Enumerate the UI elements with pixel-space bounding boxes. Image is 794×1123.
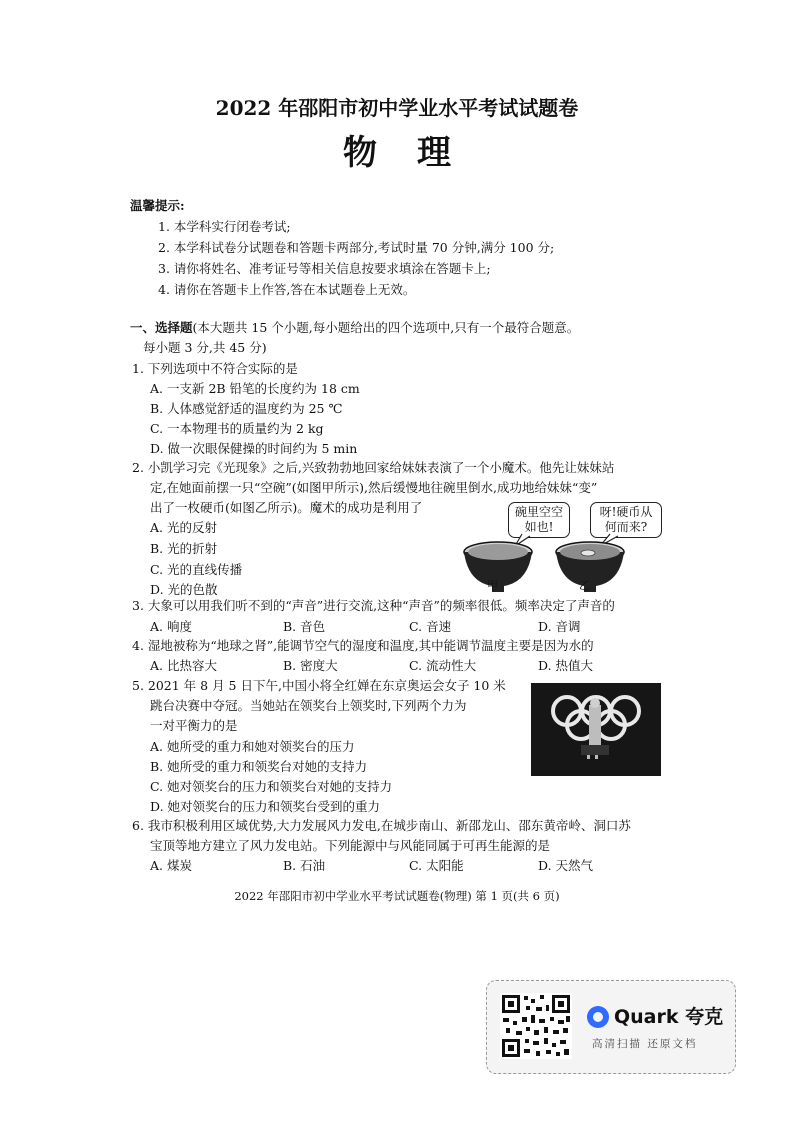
qr-code-icon — [500, 993, 572, 1059]
q5-stem-line3: 一对平衡力的是 — [150, 718, 238, 733]
figure-label-b: 乙 — [579, 579, 590, 592]
notice-heading: 温馨提示: — [130, 198, 185, 213]
q5-option-a: A. 她所受的重力和她对领奖台的压力 — [150, 739, 355, 754]
q1-stem: 1. 下列选项中不符合实际的是 — [132, 361, 298, 376]
olympic-rings-icon — [531, 683, 661, 776]
q6-option-a: A. 煤炭 — [150, 858, 192, 873]
q3-option-b: B. 音色 — [283, 619, 326, 634]
q6-option-d: D. 天然气 — [538, 858, 594, 873]
q4-stem: 4. 湿地被称为“地球之肾”,能调节空气的湿度和温度,其中能调节温度主要是因为水的 — [132, 638, 594, 653]
q3-option-d: D. 音调 — [538, 619, 581, 634]
q5-stem-line2: 跳台决赛中夺冠。当她站在领奖台上领奖时,下列两个力为 — [150, 698, 467, 713]
notice-item: 1. 本学科实行闭卷考试; — [158, 219, 291, 234]
q5-option-b: B. 她所受的重力和领奖台对她的支持力 — [150, 759, 368, 774]
q4-option-b: B. 密度大 — [283, 658, 338, 673]
notice-item: 2. 本学科试卷分试题卷和答题卡两部分,考试时量 70 分钟,满分 100 分; — [158, 240, 555, 255]
q6-option-c: C. 太阳能 — [409, 858, 464, 873]
q5-option-c: C. 她对领奖台的压力和领奖台对她的支持力 — [150, 779, 393, 794]
q3-stem: 3. 大象可以用我们听不到的“声音”进行交流,这种“声音”的频率很低。频率决定了声音的 — [132, 598, 615, 613]
q2-option-b: B. 光的折射 — [150, 541, 218, 556]
bubble-empty-bowl: 碗里空空 如也! — [508, 502, 570, 538]
figure-label-a: 甲 — [487, 579, 498, 592]
olympic-podium-photo — [531, 683, 661, 776]
q4-option-d: D. 热值大 — [538, 658, 594, 673]
q2-stem-line1: 2. 小凯学习完《光现象》之后,兴致勃勃地回家给妹妹表演了一个小魔术。他先让妹妹站 — [132, 460, 615, 475]
quark-logo-icon — [587, 1006, 609, 1028]
q2-option-d: D. 光的色散 — [150, 582, 218, 597]
q6-stem-line1: 6. 我市积极利用区域优势,大力发展风力发电,在城步南山、新邵龙山、邵东黄帝岭、洞口苏 — [132, 818, 631, 833]
notice-item: 4. 请你在答题卡上作答,答在本试题卷上无效。 — [158, 282, 416, 297]
section-heading — [130, 320, 579, 336]
q2-stem-line3: 出了一枚硬币(如图乙所示)。魔术的成功是利用了 — [150, 500, 423, 515]
q1-option-a: A. 一支新 2B 铅笔的长度约为 18 cm — [150, 381, 360, 396]
q6-stem-line2: 宝顶等地方建立了风力发电站。下列能源中与风能同属于可再生能源的是 — [150, 838, 551, 853]
section-heading-rest: (本大题共 15 个小题,每小题给出的四个选项中,只有一个最符合题意。 — [192, 320, 580, 335]
q2-option-a: A. 光的反射 — [150, 520, 217, 535]
q2-option-c: C. 光的直线传播 — [150, 562, 243, 577]
bowl-a-icon — [464, 542, 532, 592]
subject-title: 物理 — [343, 133, 491, 173]
quark-brand: Quark 夸克 — [614, 1006, 724, 1028]
q3-option-a: A. 响度 — [150, 619, 192, 634]
q4-option-a: A. 比热容大 — [150, 658, 217, 673]
exam-title: 2022 年邵阳市初中学业水平考试试题卷 — [215, 96, 579, 120]
q3-option-c: C. 音速 — [409, 619, 452, 634]
page-footer: 2022 年邵阳市初中学业水平考试试题卷(物理) 第 1 页(共 6 页) — [234, 889, 560, 903]
qr-code-graphic — [500, 993, 572, 1059]
bowl-b-icon — [556, 542, 624, 592]
q1-option-d: D. 做一次眼保健操的时间约为 5 min — [150, 441, 358, 456]
section-heading-line2: 每小题 3 分,共 45 分) — [143, 340, 267, 355]
q4-option-c: C. 流动性大 — [409, 658, 477, 673]
q6-option-b: B. 石油 — [283, 858, 326, 873]
bubble-coin: 呀!硬币从 何而来? — [590, 502, 662, 538]
quark-tagline: 高清扫描 还原文档 — [592, 1038, 698, 1050]
q5-stem-line1: 5. 2021 年 8 月 5 日下午,中国小将全红婵在东京奥运会女子 10 米 — [132, 678, 506, 693]
q1-option-c: C. 一本物理书的质量约为 2 kg — [150, 421, 324, 436]
section-heading-bold: 一、选择题 — [130, 320, 193, 335]
q5-option-d: D. 她对领奖台的压力和领奖台受到的重力 — [150, 799, 381, 814]
q2-stem-line2: 定,在她面前摆一只“空碗”(如图甲所示),然后缓慢地往碗里倒水,成功地给妹妹“变” — [150, 480, 598, 495]
q1-option-b: B. 人体感觉舒适的温度约为 25 ℃ — [150, 401, 343, 416]
notice-item: 3. 请你将姓名、准考证号等相关信息按要求填涂在答题卡上; — [158, 261, 491, 276]
